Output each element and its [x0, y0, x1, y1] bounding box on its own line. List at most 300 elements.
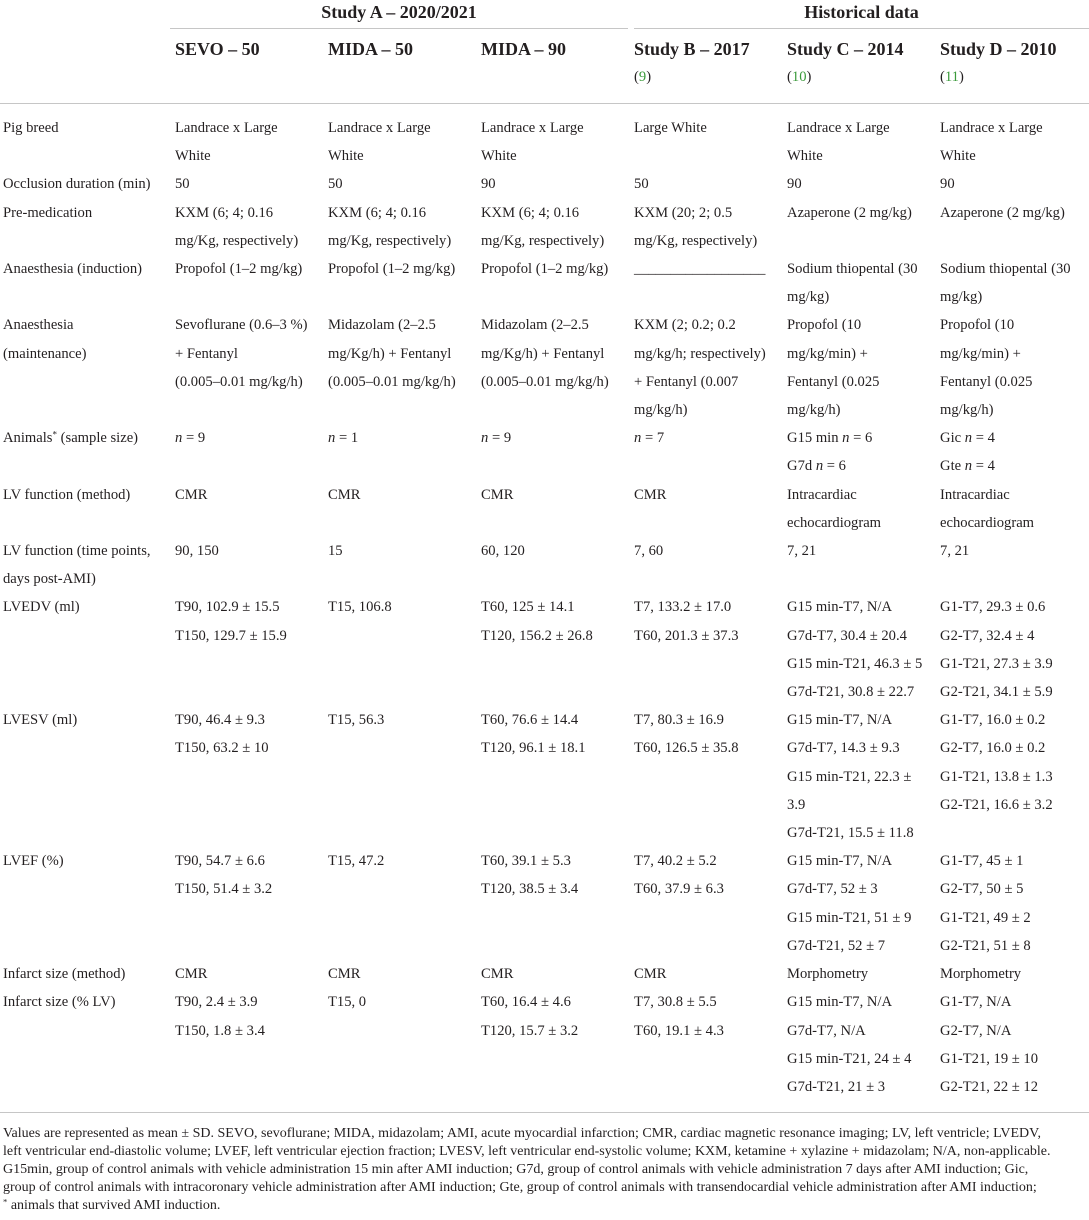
cell-line: G7d-T21, 30.8 ± 22.7	[787, 684, 915, 701]
cell-text: G7d	[787, 458, 816, 475]
ref-open-paren: (	[940, 69, 945, 85]
header-corner	[0, 0, 175, 29]
cell-line: 3.9	[787, 796, 806, 813]
cell-mida-90	[481, 311, 634, 424]
cell-text: = 6	[823, 458, 846, 475]
cell-line: Propofol (1–2 mg/kg)	[328, 261, 456, 278]
cell-line: CMR	[175, 966, 208, 983]
cell-line: Large White	[634, 120, 707, 136]
cell-line: G2-T21, 22 ± 12	[940, 1078, 1039, 1095]
cell-line: Infarct size (method)	[3, 966, 126, 983]
cell-line: G2-T21, 51 ± 8	[940, 937, 1031, 954]
cell-study-b-2017	[634, 537, 787, 593]
cell-line: T90, 102.9 ± 15.5	[175, 599, 280, 616]
cell-line: CMR	[481, 486, 514, 503]
cell-study-b-2017	[634, 481, 787, 537]
row-label	[0, 537, 175, 593]
row-label	[0, 170, 175, 198]
cell-line: G1-T21, 13.8 ± 1.3	[940, 768, 1053, 785]
cell-line: G7d-T7, 30.4 ± 20.4	[787, 627, 907, 644]
cell-line: G15 min-T21, 24 ± 4	[787, 1050, 912, 1067]
cell-study-b-2017	[634, 424, 787, 480]
cell-study-d-2010	[940, 199, 1089, 255]
cell-line: 60, 120	[481, 543, 525, 560]
cell-line: mg/kg)	[787, 289, 830, 306]
cell-study-b-2017	[634, 847, 787, 960]
cell-line: White	[940, 148, 976, 165]
cell-line: T120, 38.5 ± 3.4	[481, 881, 579, 898]
cell-line: Propofol (10	[787, 317, 862, 334]
cell-line: KXM (20; 2; 0.5	[634, 204, 733, 221]
column-title: SEVO – 50	[175, 39, 260, 59]
cell-line: CMR	[328, 966, 361, 983]
cell-mida-90	[481, 988, 634, 1112]
cell-line: T60, 19.1 ± 4.3	[634, 1022, 724, 1039]
cell-line: T150, 129.7 ± 15.9	[175, 627, 287, 644]
cell-line: (0.005–0.01 mg/kg/h)	[328, 373, 456, 390]
cell-line: 90	[787, 176, 802, 193]
cell-line: T15, 106.8	[328, 599, 392, 616]
header-group-row	[0, 0, 1089, 29]
cell-line: LV function (time points,	[3, 543, 151, 560]
row-label	[0, 847, 175, 960]
cell-sevo-50	[175, 706, 328, 847]
cell-line: mg/Kg, respectively)	[481, 232, 605, 249]
cell-line: T150, 63.2 ± 10	[175, 740, 269, 757]
cell-line: G7d-T21, 52 ± 7	[787, 937, 886, 954]
cell-text: Gte	[940, 458, 965, 475]
cell-line: Landrace x Large	[175, 120, 278, 136]
cell-sevo-50	[175, 593, 328, 706]
cell-line: LVEF (%)	[3, 853, 64, 870]
cell-line	[940, 424, 1089, 452]
cell-line: CMR	[481, 966, 514, 983]
cell-study-d-2010	[940, 537, 1089, 593]
table-header	[0, 0, 1089, 104]
cell-line: + Fentanyl	[175, 345, 238, 362]
cell-sevo-50	[175, 424, 328, 480]
footnote-line: G15min, group of control animals with vehicle administration 15 min after AMI induction; G7d, group of control animals with vehicle administration 7 days after AMI induction; Gic,	[3, 1162, 1029, 1178]
footnote-line: Values are represented as mean ± SD. SEVO, sevoflurane; MIDA, midazolam; AMI, acute myocardial infarction; CMR, cardiac magnetic resonance imaging; LV, left ventricle; LVEDV,	[3, 1126, 1041, 1142]
cell-line: mg/Kg/h) + Fentanyl	[481, 345, 605, 362]
column-title: MIDA – 90	[481, 39, 566, 59]
cell-line: 7, 21	[787, 543, 817, 560]
row-label	[0, 593, 175, 706]
cell-line: echocardiogram	[940, 514, 1035, 531]
cell-study-b-2017	[634, 199, 787, 255]
cell-line: G1-T7, 16.0 ± 0.2	[940, 712, 1046, 729]
cell-line: (maintenance)	[3, 345, 87, 362]
cell-mida-50	[328, 255, 481, 311]
cell-study-c-2014	[787, 104, 940, 171]
cell-study-d-2010	[940, 847, 1089, 960]
footnote-asterisk-text: animals that survived AMI induction.	[7, 1198, 221, 1214]
cell-line: Intracardiac	[787, 486, 857, 503]
cell-line: KXM (2; 0.2; 0.2	[634, 317, 736, 334]
cell-study-c-2014	[787, 960, 940, 988]
cell-study-c-2014	[787, 481, 940, 537]
table-row	[0, 988, 1089, 1112]
table-row	[0, 424, 1089, 480]
cell-study-b-2017	[634, 706, 787, 847]
cell-line: mg/kg/min) +	[940, 345, 1021, 362]
cell-line: T120, 96.1 ± 18.1	[481, 740, 586, 757]
ref-open-paren: (	[787, 69, 792, 85]
cell-line: G1-T21, 49 ± 2	[940, 909, 1031, 926]
footnote-line: left ventricular end-diastolic volume; LVEF, left ventricular ejection fraction; LVESV, left ventricular end-systolic volume; KXM, ketamine + xylazine + midazolam; N/A, non-applicable.	[3, 1144, 1051, 1160]
cell-text: = 4	[972, 458, 995, 475]
sample-size-variable: n	[815, 458, 824, 475]
cell-text: (sample size)	[57, 430, 139, 447]
cell-line: G1-T21, 27.3 ± 3.9	[940, 655, 1053, 672]
sample-size-variable: n	[964, 430, 973, 447]
cell-study-c-2014	[787, 170, 940, 198]
col-header-study-d-2010	[940, 29, 1089, 104]
cell-line: 90	[481, 176, 496, 193]
cell-line: G7d-T21, 15.5 ± 11.8	[787, 825, 914, 842]
reference-link[interactable]: 10	[791, 69, 807, 85]
cell-line: G15 min-T21, 22.3 ±	[787, 768, 912, 785]
cell-line: T60, 126.5 ± 35.8	[634, 740, 739, 757]
cell-study-b-2017	[634, 255, 787, 311]
cell-line	[787, 452, 940, 480]
footnote-line: group of control animals with intracoronary vehicle administration after AMI induction; Gte, group of control animals with transendocardial vehicle administration after AMI induction;	[3, 1180, 1037, 1196]
cell-line: G7d-T7, 52 ± 3	[787, 881, 878, 898]
cell-mida-90	[481, 104, 634, 171]
cell-line: T60, 76.6 ± 14.4	[481, 712, 579, 729]
ref-close-paren: )	[958, 69, 964, 85]
cell-mida-50	[328, 104, 481, 171]
cell-study-b-2017	[634, 988, 787, 1112]
cell-line: G15 min-T21, 51 ± 9	[787, 909, 912, 926]
cell-line: T150, 51.4 ± 3.2	[175, 881, 273, 898]
cell-line: mg/Kg, respectively)	[328, 232, 452, 249]
sample-size-variable: n	[481, 430, 489, 447]
cell-line: mg/kg/h; respectively)	[634, 345, 766, 362]
cell-line: 50	[175, 176, 190, 193]
reference-link[interactable]: 11	[944, 69, 959, 85]
cell-study-d-2010	[940, 311, 1089, 424]
cell-study-d-2010	[940, 170, 1089, 198]
cell-line: days post-AMI)	[3, 571, 96, 588]
cell-line: G7d-T7, 14.3 ± 9.3	[787, 740, 900, 757]
cell-line: 7, 21	[940, 543, 970, 560]
cell-line: LV function (method)	[3, 486, 131, 503]
cell-line: Landrace x Large	[940, 120, 1043, 136]
cell-line: T150, 1.8 ± 3.4	[175, 1022, 265, 1039]
cell-mida-50	[328, 424, 481, 480]
cell-mida-90	[481, 255, 634, 311]
cell-mida-90	[481, 170, 634, 198]
cell-mida-90	[481, 424, 634, 480]
cell-mida-90	[481, 706, 634, 847]
cell-line: G2-T21, 34.1 ± 5.9	[940, 684, 1053, 701]
cell-line: G15 min-T7, N/A	[787, 712, 893, 729]
cell-line: T7, 30.8 ± 5.5	[634, 994, 717, 1011]
cell-line: CMR	[634, 966, 667, 983]
col-header-study-c-2014	[787, 29, 940, 104]
cell-line: G1-T21, 19 ± 10	[940, 1050, 1039, 1067]
cell-line: Azaperone (2 mg/kg)	[787, 204, 912, 221]
cell-line: mg/kg)	[940, 289, 983, 306]
cell-line: T90, 46.4 ± 9.3	[175, 712, 265, 729]
column-title: Study B – 2017	[634, 39, 750, 59]
cell-line: LVEDV (ml)	[3, 599, 80, 616]
table-row	[0, 170, 1089, 198]
cell-line: Intracardiac	[940, 486, 1010, 503]
asterisk-mark: *	[52, 429, 57, 440]
cell-line: G2-T7, 16.0 ± 0.2	[940, 740, 1046, 757]
cell-mida-50	[328, 988, 481, 1112]
cell-sevo-50	[175, 255, 328, 311]
cell-study-b-2017	[634, 311, 787, 424]
cell-line: T60, 37.9 ± 6.3	[634, 881, 724, 898]
sample-size-variable: n	[175, 430, 183, 447]
ref-open-paren: (	[634, 69, 639, 85]
cell-mida-50	[328, 537, 481, 593]
cell-line: T60, 39.1 ± 5.3	[481, 853, 571, 870]
cell-line: (0.005–0.01 mg/kg/h)	[481, 373, 609, 390]
cell-study-c-2014	[787, 988, 940, 1112]
cell-line: Propofol (1–2 mg/kg)	[175, 261, 303, 278]
cell-mida-50	[328, 170, 481, 198]
cell-line: echocardiogram	[787, 514, 882, 531]
table-row	[0, 311, 1089, 424]
row-label	[0, 706, 175, 847]
cell-study-d-2010	[940, 706, 1089, 847]
cell-study-c-2014	[787, 199, 940, 255]
cell-study-b-2017	[634, 593, 787, 706]
cell-line: __________________	[634, 261, 766, 278]
cell-line: Infarct size (% LV)	[3, 994, 116, 1011]
cell-line: Morphometry	[787, 966, 869, 983]
cell-mida-50	[328, 481, 481, 537]
cell-text: Gic	[940, 430, 965, 447]
ref-close-paren: )	[646, 69, 652, 85]
cell-line: T15, 56.3	[328, 712, 385, 729]
cell-line: G1-T7, N/A	[940, 994, 1012, 1011]
row-label	[0, 199, 175, 255]
sample-size-variable: n	[964, 458, 973, 475]
cell-line: T60, 16.4 ± 4.6	[481, 994, 571, 1011]
cell-line: mg/kg/min) +	[787, 345, 868, 362]
cell-line: Midazolam (2–2.5	[328, 317, 436, 334]
cell-text: = 9	[488, 430, 512, 447]
cell-line: Propofol (10	[940, 317, 1015, 334]
cell-mida-90	[481, 199, 634, 255]
cell-study-c-2014	[787, 537, 940, 593]
cell-study-d-2010	[940, 104, 1089, 171]
reference-citation	[940, 63, 1089, 91]
cell-study-c-2014	[787, 255, 940, 311]
cell-line: KXM (6; 4; 0.16	[175, 204, 274, 221]
cell-line: + Fentanyl (0.007	[634, 373, 739, 390]
cell-line	[634, 424, 787, 452]
group-header-study-a	[175, 0, 634, 29]
cell-line: Landrace x Large	[481, 120, 584, 136]
cell-line: KXM (6; 4; 0.16	[328, 204, 427, 221]
cell-line: G2-T7, 50 ± 5	[940, 881, 1024, 898]
cell-line: 50	[634, 176, 649, 193]
cell-text: = 7	[641, 430, 665, 447]
cell-line: CMR	[328, 486, 361, 503]
cell-line: G2-T7, N/A	[940, 1022, 1012, 1039]
cell-mida-90	[481, 481, 634, 537]
row-label	[0, 960, 175, 988]
row-label	[0, 311, 175, 424]
cell-line: Sodium thiopental (30	[787, 261, 918, 278]
cell-line: G7d-T21, 21 ± 3	[787, 1078, 886, 1095]
cell-study-c-2014	[787, 593, 940, 706]
table-row	[0, 255, 1089, 311]
cell-study-b-2017	[634, 104, 787, 171]
row-label	[0, 481, 175, 537]
table-row	[0, 481, 1089, 537]
cell-sevo-50	[175, 960, 328, 988]
cell-sevo-50	[175, 481, 328, 537]
col-header-sevo-50	[175, 29, 328, 104]
cell-study-c-2014	[787, 311, 940, 424]
cell-line: 50	[328, 176, 343, 193]
cell-line: mg/Kg, respectively)	[634, 232, 758, 249]
cell-line: KXM (6; 4; 0.16	[481, 204, 580, 221]
footnote-asterisk: *	[3, 1196, 8, 1207]
cell-line: T120, 15.7 ± 3.2	[481, 1022, 579, 1039]
cell-line: G1-T7, 29.3 ± 0.6	[940, 599, 1046, 616]
row-label	[0, 255, 175, 311]
cell-study-c-2014	[787, 847, 940, 960]
table-row	[0, 960, 1089, 988]
cell-line: T7, 133.2 ± 17.0	[634, 599, 732, 616]
cell-line: G7d-T7, N/A	[787, 1022, 866, 1039]
cell-sevo-50	[175, 104, 328, 171]
sample-size-variable: n	[634, 430, 642, 447]
cell-line: G15 min-T21, 46.3 ± 5	[787, 655, 923, 672]
cell-line: LVESV (ml)	[3, 712, 78, 729]
cell-mida-50	[328, 847, 481, 960]
cell-line: CMR	[175, 486, 208, 503]
cell-study-d-2010	[940, 255, 1089, 311]
cell-line: G15 min-T7, N/A	[787, 599, 893, 616]
cell-line: G15 min-T7, N/A	[787, 853, 893, 870]
cell-line: White	[481, 148, 517, 165]
cell-line: T90, 2.4 ± 3.9	[175, 994, 258, 1011]
col-header-mida-90	[481, 29, 634, 104]
cell-mida-90	[481, 593, 634, 706]
cell-line: Pre-medication	[3, 204, 93, 221]
header-label-spacer	[0, 29, 175, 104]
cell-sevo-50	[175, 537, 328, 593]
cell-line	[940, 452, 1089, 480]
table-row	[0, 847, 1089, 960]
cell-line: G2-T21, 16.6 ± 3.2	[940, 796, 1053, 813]
cell-line	[787, 424, 940, 452]
cell-line: T60, 201.3 ± 37.3	[634, 627, 739, 644]
ref-close-paren: )	[806, 69, 812, 85]
cell-line: Landrace x Large	[328, 120, 431, 136]
cell-text: = 9	[182, 430, 206, 447]
cell-line: mg/kg/h)	[940, 402, 994, 419]
cell-line: White	[787, 148, 823, 165]
cell-sevo-50	[175, 311, 328, 424]
cell-study-b-2017	[634, 960, 787, 988]
cell-mida-50	[328, 593, 481, 706]
cell-line: Anaesthesia	[3, 317, 74, 334]
cell-line: CMR	[634, 486, 667, 503]
cell-mida-90	[481, 847, 634, 960]
table-body	[0, 104, 1089, 1113]
cell-line: T7, 40.2 ± 5.2	[634, 853, 717, 870]
cell-text: = 4	[972, 430, 995, 447]
col-header-study-b-2017	[634, 29, 787, 104]
row-label	[0, 104, 175, 171]
reference-citation	[787, 63, 940, 91]
cell-sevo-50	[175, 847, 328, 960]
reference-link[interactable]: 9	[638, 69, 647, 85]
cell-line: mg/kg/h)	[787, 402, 841, 419]
table-row	[0, 706, 1089, 847]
cell-line: Azaperone (2 mg/kg)	[940, 204, 1065, 221]
cell-line: Sevoflurane (0.6–3 %)	[175, 317, 308, 334]
cell-line: T15, 47.2	[328, 853, 385, 870]
table-row	[0, 593, 1089, 706]
reference-citation	[634, 63, 787, 91]
cell-line: White	[175, 148, 211, 165]
row-label	[0, 424, 175, 480]
cell-line: mg/Kg/h) + Fentanyl	[328, 345, 452, 362]
cell-line: Midazolam (2–2.5	[481, 317, 589, 334]
cell-mida-50	[328, 199, 481, 255]
cell-line: Pig breed	[3, 120, 59, 136]
cell-line: T120, 156.2 ± 26.8	[481, 627, 593, 644]
cell-sevo-50	[175, 170, 328, 198]
table-row	[0, 104, 1089, 171]
cell-text: = 6	[849, 430, 873, 447]
cell-line: G15 min-T7, N/A	[787, 994, 893, 1011]
row-label	[0, 988, 175, 1112]
cell-line: Anaesthesia (induction)	[3, 261, 143, 278]
cell-mida-90	[481, 537, 634, 593]
cell-line: Fentanyl (0.025	[940, 373, 1033, 390]
cell-line: Sodium thiopental (30	[940, 261, 1071, 278]
cell-line: T60, 125 ± 14.1	[481, 599, 575, 616]
cell-line: G2-T7, 32.4 ± 4	[940, 627, 1035, 644]
group-header-historical	[634, 0, 1089, 29]
sample-size-variable: n	[842, 430, 850, 447]
table-row	[0, 199, 1089, 255]
cell-mida-50	[328, 311, 481, 424]
cell-line	[481, 424, 634, 452]
cell-study-d-2010	[940, 960, 1089, 988]
col-header-mida-50	[328, 29, 481, 104]
column-title: MIDA – 50	[328, 39, 413, 59]
cell-mida-90	[481, 960, 634, 988]
cell-mida-50	[328, 706, 481, 847]
column-title: Study D – 2010	[940, 39, 1057, 59]
cell-line: 90	[940, 176, 955, 193]
cell-study-d-2010	[940, 481, 1089, 537]
cell-line: T7, 80.3 ± 16.9	[634, 712, 724, 729]
cell-study-b-2017	[634, 170, 787, 198]
cell-study-d-2010	[940, 988, 1089, 1112]
cell-line: (0.005–0.01 mg/kg/h)	[175, 373, 303, 390]
table-row	[0, 537, 1089, 593]
cell-line	[3, 424, 175, 452]
cell-mida-50	[328, 960, 481, 988]
cell-line: mg/Kg, respectively)	[175, 232, 299, 249]
cell-line	[175, 424, 328, 452]
cell-line: Fentanyl (0.025	[787, 373, 880, 390]
